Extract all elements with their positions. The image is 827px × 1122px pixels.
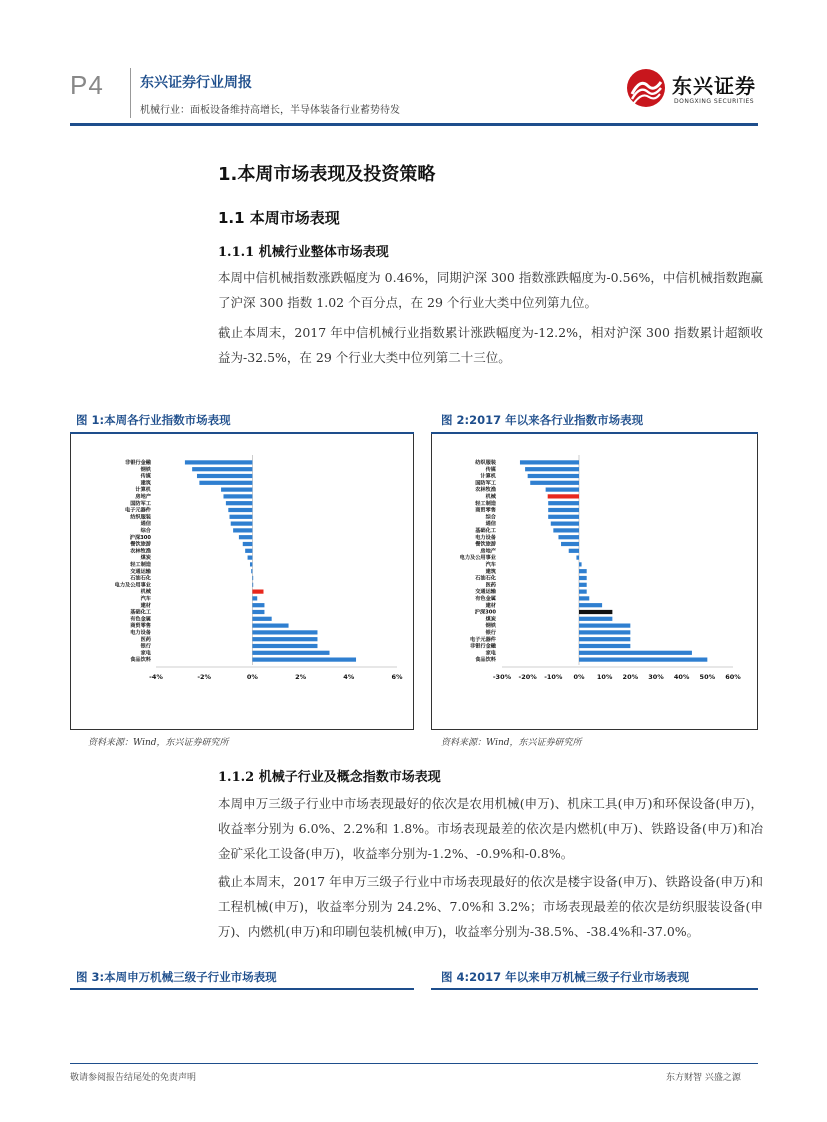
chart-bar	[530, 481, 579, 485]
header-rule	[70, 123, 758, 126]
chart-bar	[252, 583, 253, 587]
section-heading-1-1: 1.1 本周市场表现	[218, 209, 340, 227]
chart-bar	[185, 460, 252, 464]
chart-category-label: 计算机	[480, 473, 496, 480]
chart-category-label: 电力及公用事业	[114, 582, 151, 589]
chart-category-label: 汽车	[140, 596, 151, 603]
chart-tick-label: -2%	[197, 673, 212, 681]
chart-bar	[520, 460, 579, 464]
chart-category-label: 非银行金融	[125, 460, 151, 467]
chart-category-label: 钢铁	[485, 623, 496, 630]
chart-category-label: 银行	[140, 643, 151, 650]
figure-2-source: 资料来源：Wind，东兴证券研究所	[441, 738, 582, 748]
chart-bar	[579, 623, 630, 627]
chart-category-label: 基础化工	[130, 609, 151, 616]
chart-category-label: 餐饮旅游	[130, 541, 151, 548]
figure-3-rule	[70, 988, 414, 990]
chart-bar	[231, 521, 253, 525]
chart-category-label: 房地产	[135, 494, 151, 501]
chart-category-label: 纺织服装	[475, 460, 496, 467]
chart-tick-label: -30%	[492, 673, 512, 681]
chart-tick-label: 30%	[648, 673, 664, 681]
figure-1-chart	[71, 435, 413, 729]
chart-bar	[548, 494, 579, 498]
chart-bar	[228, 508, 252, 512]
logo-text-cn: 东兴证券	[672, 74, 756, 98]
paragraph-weekly-performance: 本周中信机械指数涨跌幅度为 0.46%，同期沪深 300 指数涨跌幅度为-0.56%，中信机械指数跑赢了沪深 300 指数 1.02 个百分点，在 29 个行业大类中位列第九位。	[218, 270, 763, 310]
brand-logo	[626, 68, 766, 114]
paragraph-subsector-weekly: 本周申万三级子行业中市场表现最好的依次是农用机械(申万)、机床工具(申万)和环保设备(申万)，收益率分别为 6.0%、2.2%和 1.8%。市场表现最差的依次是内燃机(申万)、铁路设备(申万)和冶金矿采化工设备(申万)，收益率分别为-1.2%、-0.9%和-0.8%。	[218, 796, 763, 861]
chart-tick-label: -10%	[544, 673, 563, 681]
paragraph-subsector-ytd: 截止本周末，2017 年申万三级子行业中市场表现最好的依次是楼宇设备(申万)、铁路设备(申万)和工程机械(申万)，收益率分别为 24.2%、7.0%和 3.2%；市场表现最差的依次是纺织服装设备(申万)、内燃机(申万)和印刷包装机械(申万)，收益率分别为-38.5%、-38.4%和-37.0%。	[218, 874, 763, 939]
chart-category-label: 农林牧渔	[130, 548, 151, 555]
chart-bar	[230, 515, 253, 519]
chart-bar	[250, 562, 252, 566]
chart-bar	[252, 623, 288, 627]
chart-category-label: 综合	[140, 528, 151, 535]
chart-tick-label: 40%	[673, 673, 690, 681]
chart-bar	[252, 617, 271, 621]
chart-bar	[221, 487, 252, 491]
chart-tick-label: 50%	[699, 673, 716, 681]
chart-category-label: 医药	[485, 582, 496, 589]
figure-2-chart	[432, 435, 757, 729]
chart-bar	[548, 501, 579, 505]
chart-bar	[252, 630, 317, 634]
chart-bar	[248, 555, 253, 559]
chart-bar	[548, 515, 579, 519]
chart-category-label: 石油石化	[130, 575, 151, 582]
chart-category-label: 机械	[485, 494, 496, 501]
chart-category-label: 建筑	[140, 480, 151, 487]
section-heading-1: 1.本周市场表现及投资策略	[218, 164, 436, 185]
chart-tick-label: 2%	[295, 673, 307, 681]
chart-tick-label: -4%	[149, 673, 163, 681]
chart-bar	[579, 603, 602, 607]
chart-category-label: 综合	[485, 514, 496, 521]
chart-bar	[243, 542, 253, 546]
chart-category-label: 轻工制造	[475, 500, 496, 507]
chart-bar	[579, 576, 587, 580]
chart-bar	[579, 583, 587, 587]
chart-bar	[576, 555, 579, 559]
chart-bar	[546, 487, 579, 491]
chart-category-label: 沪深300	[129, 534, 151, 541]
chart-category-label: 商贸零售	[130, 623, 151, 630]
chart-tick-label: 10%	[596, 673, 613, 681]
chart-tick-label: -20%	[518, 673, 537, 681]
chart-bar	[252, 657, 356, 661]
paragraph-ytd-performance: 截止本周末，2017 年中信机械行业指数累计涨跌幅度为-12.2%，相对沪深 300 指数累计超额收益为-32.5%，在 29 个行业大类中位列第二十三位。	[218, 325, 763, 365]
chart-bar	[579, 617, 612, 621]
chart-category-label: 煤炭	[485, 616, 496, 623]
chart-bar	[252, 610, 264, 614]
chart-category-label: 纺织服装	[130, 514, 151, 521]
chart-category-label: 建材	[485, 602, 496, 609]
chart-bar	[579, 610, 612, 614]
chart-category-label: 计算机	[135, 487, 151, 494]
footer-disclaimer: 敬请参阅报告结尾处的免责声明	[70, 1073, 197, 1083]
logo-text-en: DONGXING SECURITIES	[674, 98, 755, 105]
figure-2-caption: 图 2:2017 年以来各行业指数市场表现	[441, 413, 644, 427]
chart-category-label: 传媒	[140, 473, 151, 480]
figure-4-caption: 图 4:2017 年以来申万机械三级子行业市场表现	[441, 970, 690, 984]
chart-tick-label: 0%	[573, 673, 585, 681]
chart-bar	[252, 637, 317, 641]
brand-logo-icon	[626, 68, 666, 108]
chart-bar	[252, 651, 329, 655]
chart-bar	[251, 569, 252, 573]
chart-category-label: 家电	[140, 650, 151, 657]
chart-tick-label: 0%	[246, 673, 258, 681]
chart-bar	[525, 467, 579, 471]
chart-bar	[252, 589, 263, 593]
chart-bar	[197, 474, 252, 478]
chart-bar	[569, 549, 579, 553]
chart-bar	[239, 535, 252, 539]
chart-bar	[226, 501, 253, 505]
header-separator	[130, 68, 131, 118]
chart-category-label: 农林牧渔	[475, 487, 496, 494]
chart-category-label: 电力设备	[130, 630, 151, 637]
chart-category-label: 电力及公用事业	[459, 555, 496, 562]
chart-category-label: 有色金属	[475, 596, 496, 603]
chart-bar	[579, 630, 630, 634]
chart-bar	[252, 576, 253, 580]
chart-bar	[223, 494, 252, 498]
chart-bar	[553, 528, 579, 532]
chart-category-label: 沪深300	[474, 609, 496, 616]
chart-category-label: 电力设备	[475, 534, 496, 541]
chart-category-label: 商贸零售	[475, 507, 496, 514]
chart-bar	[252, 603, 264, 607]
chart-bar	[233, 528, 252, 532]
chart-bar	[252, 596, 257, 600]
chart-category-label: 银行	[485, 630, 496, 637]
chart-category-label: 传媒	[485, 466, 496, 473]
chart-bar	[199, 481, 252, 485]
chart-bar	[558, 535, 579, 539]
chart-tick-label: 4%	[343, 673, 355, 681]
chart-category-label: 有色金属	[130, 616, 151, 623]
chart-category-label: 石油石化	[475, 575, 496, 582]
chart-category-label: 钢铁	[140, 466, 151, 473]
chart-category-label: 交通运输	[475, 589, 496, 596]
chart-category-label: 建筑	[485, 568, 496, 575]
chart-category-label: 交通运输	[130, 568, 151, 575]
chart-category-label: 通信	[140, 521, 151, 528]
figure-1-caption: 图 1:本周各行业指数市场表现	[76, 413, 231, 427]
chart-bar	[252, 644, 317, 648]
chart-category-label: 汽车	[485, 562, 496, 569]
chart-category-label: 家电	[485, 650, 496, 657]
chart-category-label: 房地产	[480, 548, 496, 555]
figure-4-rule	[431, 988, 758, 990]
footer-slogan: 东方财智 兴盛之源	[666, 1073, 741, 1083]
report-subtitle: 机械行业：面板设备维持高增长，半导体装备行业蓄势待发	[140, 105, 400, 116]
chart-bar	[551, 521, 579, 525]
chart-category-label: 国防军工	[130, 500, 151, 507]
chart-bar	[579, 644, 630, 648]
chart-category-label: 非银行金融	[470, 643, 496, 650]
footer-rule	[70, 1063, 758, 1064]
chart-bar	[579, 589, 587, 593]
page-number: P4	[70, 70, 104, 100]
chart-bar	[579, 569, 587, 573]
chart-category-label: 医药	[140, 636, 151, 643]
chart-bar	[579, 562, 582, 566]
figure-3-caption: 图 3:本周申万机械三级子行业市场表现	[76, 970, 277, 984]
chart-tick-label: 20%	[622, 673, 639, 681]
chart-category-label: 通信	[485, 521, 496, 528]
report-title: 东兴证券行业周报	[140, 75, 252, 91]
chart-tick-label: 6%	[391, 673, 403, 681]
section-heading-1-1-2: 1.1.2 机械子行业及概念指数市场表现	[218, 770, 441, 785]
chart-bar	[548, 508, 579, 512]
chart-category-label: 轻工制造	[130, 562, 151, 569]
chart-category-label: 食品饮料	[130, 657, 151, 664]
chart-category-label: 煤炭	[140, 555, 151, 562]
chart-bar	[579, 657, 707, 661]
chart-category-label: 餐饮旅游	[475, 541, 496, 548]
chart-category-label: 食品饮料	[475, 657, 496, 664]
chart-category-label: 电子元器件	[125, 507, 151, 514]
figure-1-source: 资料来源：Wind，东兴证券研究所	[88, 738, 229, 748]
chart-bar	[579, 637, 630, 641]
chart-bar	[528, 474, 579, 478]
chart-category-label: 国防军工	[475, 480, 496, 487]
chart-tick-label: 60%	[725, 673, 741, 681]
chart-category-label: 基础化工	[475, 528, 496, 535]
chart-bar	[579, 651, 692, 655]
chart-bar	[561, 542, 579, 546]
chart-category-label: 机械	[140, 589, 151, 596]
chart-category-label: 电子元器件	[470, 636, 496, 643]
section-heading-1-1-1: 1.1.1 机械行业整体市场表现	[218, 245, 389, 260]
chart-bar	[192, 467, 252, 471]
chart-category-label: 建材	[140, 602, 151, 609]
chart-bar	[245, 549, 252, 553]
chart-bar	[579, 596, 589, 600]
